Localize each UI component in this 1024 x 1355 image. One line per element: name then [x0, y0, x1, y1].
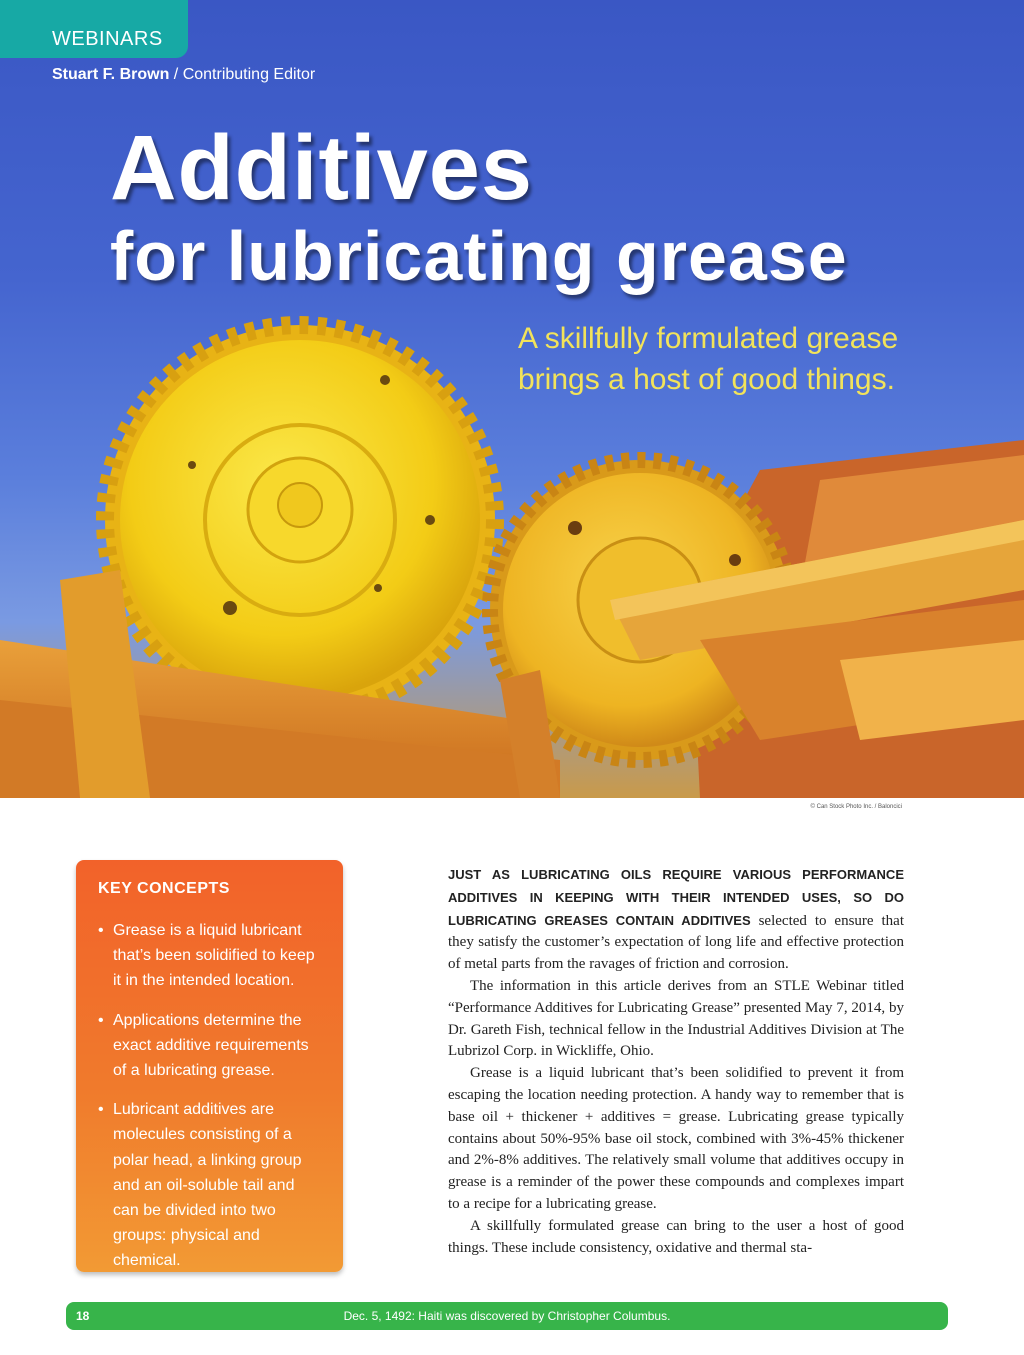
- key-concepts-heading: KEY CONCEPTS: [98, 880, 230, 897]
- large-gear: [105, 325, 495, 715]
- article-lead-rest: selected to ensure that they satisfy the customer’s expectation of long life and effective protection of metal parts from the ravages of friction and corrosion.: [448, 912, 904, 973]
- article-lead-paragraph: [448, 864, 904, 976]
- article-body: [448, 864, 904, 1259]
- author-role: Contributing Editor: [182, 66, 316, 83]
- key-concept-item: • Applications determine the exact additive requirements of a lubricating grease.: [98, 1008, 323, 1084]
- footer-fact: Dec. 5, 1492: Haiti was discovered by Christopher Columbus.: [343, 1309, 671, 1323]
- article-paragraph: The information in this article derives from an STLE Webinar titled “Performance Additives for Lubricating Grease” presented May 7, 2014, by Dr. Gareth Fish, technical fellow in the Industrial Additives Division at The Lubrizol Corp. in Wickliffe, Ohio.: [448, 977, 904, 1060]
- key-concept-item: • Grease is a liquid lubricant that’s been solidified to keep it in the intended location.: [98, 918, 323, 994]
- photo-credit: © Can Stock Photo Inc. / Baloncici: [810, 804, 902, 810]
- byline-separator: /: [169, 66, 183, 83]
- author-name: Stuart F. Brown: [52, 66, 170, 83]
- footer-bar: [66, 1302, 948, 1330]
- key-concepts-list: [98, 918, 323, 1288]
- byline: [52, 66, 315, 84]
- key-concepts-box: [76, 860, 343, 1272]
- section-tab[interactable]: [0, 0, 188, 58]
- section-tab-label: WEBINARS: [52, 28, 163, 50]
- headline-line-2: for lubricating grease: [110, 217, 848, 295]
- key-concept-item: • Lubricant additives are molecules consisting of a polar head, a linking group and an oil-soluble tail and can be divided into two groups: physical and chemical.: [98, 1097, 323, 1273]
- article-lead-caps: JUST AS LUBRICATING OILS REQUIRE VARIOUS PERFORMANCE ADDITIVES IN KEEPING WITH THEIR INTENDED USES, SO DO LUBRICATING GREASES CONTAIN ADDITIVES: [448, 867, 904, 928]
- article-paragraph: Grease is a liquid lubricant that’s been solidified to prevent it from escaping the location needing protection. A handy way to remember that is base oil + thickener + additives = grease. Lubricating grease typically contains about 50%-95% base oil stock, combined with 3%-45% thickener and 2%-8% additives. The relatively small volume that additives occupy in grease is a reminder of the power these compounds and complexes impart to a recipe for a lubricating grease.: [448, 1065, 904, 1212]
- headline-line-1: Additives: [110, 117, 534, 219]
- article-paragraph: A skillfully formulated grease can bring to the user a host of good things. These include consistency, oxidative and thermal sta-: [448, 1217, 904, 1256]
- subtitle-line-2: brings a host of good things.: [518, 363, 895, 396]
- subtitle-line-1: A skillfully formulated grease: [518, 322, 899, 355]
- subtitle: [518, 318, 938, 400]
- page-number: 18: [76, 1309, 90, 1323]
